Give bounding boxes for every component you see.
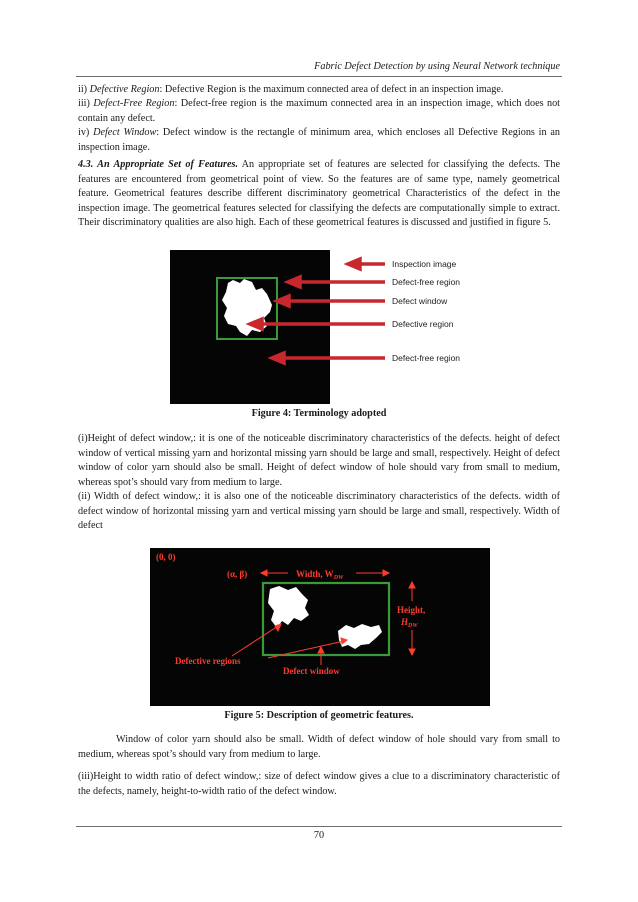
definition-text: : Defect-free region is the maximum connected area in an inspection image, which does not contain any defect.: [78, 98, 561, 124]
figure-4-image: [170, 250, 470, 404]
paragraph-width-continued: Window of color yarn should also be small. Width of defect window of hole should vary from small to medium, whereas spot’s should vary from medium to large.: [78, 734, 560, 760]
definition-text: : Defective Region is the maximum connected area of defect in an inspection image.: [159, 84, 504, 95]
section-heading: 4.3. An Appropriate Set of Features.: [78, 159, 238, 170]
running-header: Fabric Defect Detection by using Neural Network technique: [314, 61, 560, 72]
definition-term: Defect Window: [93, 127, 157, 138]
definition-defect-free-region: [78, 97, 560, 126]
definition-text: : Defect window is the rectangle of minimum area, which encloses all Defective Regions in an inspection image.: [78, 127, 560, 153]
definition-term: Defective Region: [89, 84, 160, 95]
fig5-height-symbol: $H_{DW}$: [401, 617, 418, 629]
fig5-height-label: Height,: [397, 605, 426, 615]
paragraph-height-of-defect-window: (i)Height of defect window,: it is one of the noticeable discriminatory characteristics of the defects. height of defect window of vertical missing yarn and horizontal missing yarn should be large and small, respectively. Height of defect window of color yarn should also be small. Height of defect window of hole should vary from small to medium, whereas spot’s should vary from medium to large.: [78, 433, 560, 488]
fig4-label-inspection-image: Inspection image: [392, 259, 457, 269]
definition-defect-window: [78, 126, 560, 155]
figure-4-caption: Figure 4: Terminology adopted: [251, 408, 387, 419]
fig4-label-defect-free-region: Defect-free region: [392, 277, 461, 287]
definition-label: iv): [78, 127, 94, 138]
figure-5-image: [150, 548, 490, 706]
definition-term: Defect-Free Region: [93, 98, 175, 109]
paragraph-width-of-defect-window: (ii) Width of defect window,: it is also one of the noticeable discriminatory characteristics of the defects. width of defect window of horizontal missing yarn and vertical missing yarn should be large and small, respectively. Width of defect: [78, 491, 560, 532]
figure-5-caption: Figure 5: Description of geometric features.: [224, 710, 414, 721]
fig5-alpha-beta-label: (α, β): [227, 569, 248, 579]
header-rule: [76, 76, 562, 77]
definition-label: iii): [78, 98, 94, 109]
fig5-origin-label: (0, 0): [156, 552, 176, 562]
fig5-defective-regions-label: Defective regions: [175, 656, 241, 666]
figure-4: [170, 250, 470, 404]
definition-label: ii): [78, 84, 90, 95]
fig4-label-defect-free-region-2: Defect-free region: [392, 353, 461, 363]
section-body: An appropriate set of features are selected for classifying the defects. The features are encountered from geometrical point of view. So the features are of same type, namely geometrical feature. Geometrical features describe different discriminatory geometrical Characteristics of the defect in the inspection image. The geometrical features selected for classifying the defects are computationally simple to extract. Their discriminatory qualities are also high. Each of these geometrical features is discussed and justified in figure 5.: [78, 159, 560, 229]
footer-rule: [76, 826, 562, 827]
definition-defective-region: [78, 83, 560, 98]
section-4-3-paragraph: [78, 158, 560, 231]
fig4-label-defect-window: Defect window: [392, 296, 448, 306]
fig5-defect-window-label: Defect window: [283, 666, 340, 676]
fig4-label-defective-region: Defective region: [392, 319, 454, 329]
paragraph-height-to-width-ratio: (iii)Height to width ratio of defect window,: size of defect window gives a clue to a discriminatory characteristic of the defects, namely, height-to-width ratio of the defect window.: [78, 771, 560, 797]
page-number: 70: [313, 830, 325, 841]
figure-5: [150, 548, 490, 706]
fig5-width-label: Width, $W_{DW}$: [296, 569, 344, 581]
